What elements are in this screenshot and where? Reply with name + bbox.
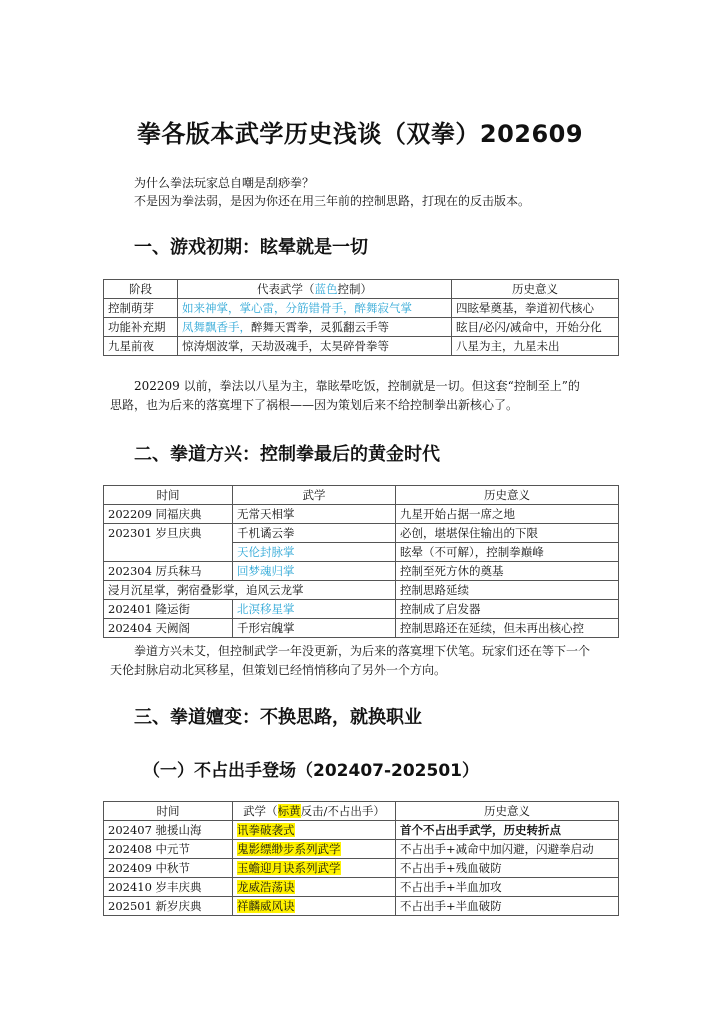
table-row [104,299,619,318]
stage-cell: 九星前夜 [104,337,178,356]
meaning-cell: 眩目/必闪/减命中，开始分化 [452,318,619,337]
section2-para-line-2: 天伦封脉启动北冥移星，但策划已经悄悄移向了另外一个方向。 [110,663,447,677]
skill-cell: 玉蟾迎月诀系列武学 [233,859,396,878]
section1-para-line-1: 202209 以前，拳法以八星为主，靠眩晕吃饭，控制就是一切。但这套“控制至上”的 [134,379,580,393]
meaning-cell: 九星开始占据一席之地 [396,505,619,524]
intro-line-2: 不是因为拳法弱，是因为你还在用三年前的控制思路，打现在的反击版本。 [134,194,531,208]
header-meaning: 历史意义 [452,280,619,299]
table-row [104,600,619,619]
skill-cell: 龙威浩荡诀 [233,878,396,897]
skill-cell: 讯拳破袭式 [233,821,396,840]
table-header-row [104,280,619,299]
meaning-cell: 眩晕（不可解），控制拳巅峰 [396,543,619,562]
meaning-cell: 不占出手+减命中加闪避，闪避拳启动 [396,840,619,859]
skill-cell: 惊涛烟波掌，天劫汲魂手，太昊碎骨拳等 [178,337,452,356]
table-row [104,505,619,524]
time-cell: 202410 岁丰庆典 [104,878,233,897]
meaning-cell: 四眩晕奠基，拳道初代核心 [452,299,619,318]
time-cell: 202209 同福庆典 [104,505,233,524]
header-rep-skill: 代表武学（蓝色控制） [178,280,452,299]
meaning-cell: 控制成了启发器 [396,600,619,619]
table-row [104,581,619,600]
header-stage: 阶段 [104,280,178,299]
table-row [104,337,619,356]
skill-cell: 鬼影缥缈步系列武学 [233,840,396,859]
stage-cell: 控制萌芽 [104,299,178,318]
meaning-cell: 首个不占出手武学，历史转折点 [396,821,619,840]
skill-cell: 北溟移星掌 [233,600,396,619]
meaning-cell: 不占出手+半血加攻 [396,878,619,897]
skill-cell: 祥麟威风诀 [233,897,396,916]
table-header-row [104,802,619,821]
time-cell: 202301 岁旦庆典 [104,524,233,562]
section2-heading: 二、拳道方兴：控制拳最后的黄金时代 [134,444,440,465]
skill-cell: 千机谲云拳 [233,524,396,543]
intro-line-1: 为什么拳法玩家总自嘲是刮痧拳？ [134,176,315,190]
table-row [104,318,619,337]
table-row [104,562,619,581]
section3-table [103,801,619,916]
skill-cell: 凤舞飘香手，醉舞天霄拳，灵狐翻云手等 [178,318,452,337]
meaning-cell: 不占出手+半血破防 [396,897,619,916]
time-cell: 202404 天阙阁 [104,619,233,638]
stage-cell: 功能补充期 [104,318,178,337]
time-cell: 202401 隆运街 [104,600,233,619]
table-header-row [104,486,619,505]
skill-cell: 如来神掌，掌心雷，分筋错骨手，醉舞寂气掌 [178,299,452,318]
header-meaning: 历史意义 [396,486,619,505]
meaning-cell: 控制思路还在延续，但未再出核心控 [396,619,619,638]
meaning-cell: 控制至死方休的奠基 [396,562,619,581]
skill-cell: 回梦魂归掌 [233,562,396,581]
page-title: 拳各版本武学历史浅谈（双拳）202609 [136,120,584,148]
header-skill: 武学 [233,486,396,505]
meaning-cell: 八星为主，九星未出 [452,337,619,356]
section2-para-line-1: 拳道方兴未艾，但控制武学一年没更新，为后来的落寞埋下伏笔。玩家们还在等下一个 [134,644,591,658]
meaning-cell: 不占出手+残血破防 [396,859,619,878]
section1-para-line-2: 思路，也为后来的落寞埋下了祸根——因为策划后来不给控制拳出新核心了。 [110,398,519,412]
section1-table [103,279,619,356]
table-row [104,524,619,543]
skill-cell: 无常天相掌 [233,505,396,524]
time-cell: 202407 驰援山海 [104,821,233,840]
time-cell: 202501 新岁庆典 [104,897,233,916]
header-time: 时间 [104,802,233,821]
table-row [104,619,619,638]
meaning-cell: 控制思路延续 [396,581,619,600]
time-cell: 202408 中元节 [104,840,233,859]
table-row [104,859,619,878]
table-row [104,840,619,859]
header-time: 时间 [104,486,233,505]
meaning-cell: 必创，堪堪保住输出的下限 [396,524,619,543]
table-row [104,878,619,897]
section3-subheading: （一）不占出手登场（202407-202501） [143,761,479,781]
wide-cell: 浸月沉星掌，粥宿叠影掌，追风云龙掌 [104,581,396,600]
table-row [104,821,619,840]
section2-table [103,485,619,638]
section1-heading: 一、游戏初期：眩晕就是一切 [134,237,368,258]
time-cell: 202409 中秋节 [104,859,233,878]
time-cell: 202304 厉兵秣马 [104,562,233,581]
header-skill: 武学（标黄反击/不占出手） [233,802,396,821]
table-row [104,897,619,916]
header-meaning: 历史意义 [396,802,619,821]
skill-cell: 天伦封脉掌 [233,543,396,562]
skill-cell: 千形宕魄掌 [233,619,396,638]
section3-heading: 三、拳道嬗变：不换思路，就换职业 [134,707,422,728]
